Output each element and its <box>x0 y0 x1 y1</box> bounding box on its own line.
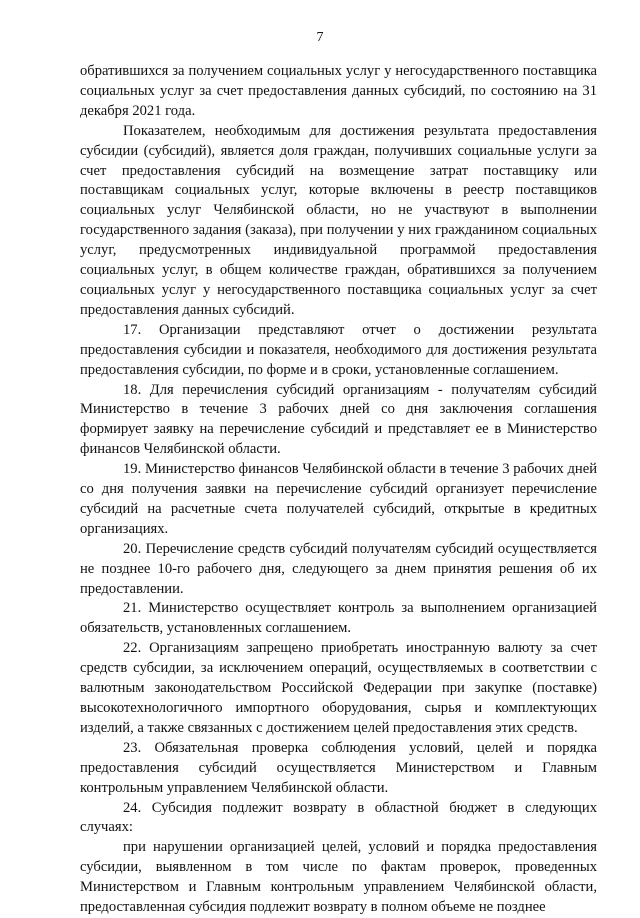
paragraph-indicator: Показателем, необходимым для достижения результата предоставления субсидии (субсидий), является доля граждан, получивших социальные услуги за счет предоставления субсидий на возмещение затрат поставщику или поставщикам социальных услуг, которые включены в реестр поставщиков социальных услуг Челябинской области, но не участвуют в выполнении государственного задания (заказа), при получении у них гражданином социальных услуг, предусмотренных индивидуальной программой предоставления социальных услуг, в общем количестве граждан, обратившихся за получением социальных услуг у негосударственного поставщика социальных услуг за счет предоставления данных субсидий. <box>80 122 597 318</box>
document-body <box>80 62 597 918</box>
paragraph-continuation: обратившихся за получением социальных услуг у негосударственного поставщика социальных услуг за счет предоставления данных субсидий, по состоянию на 31 декабря 2021 года. <box>80 63 597 119</box>
paragraph-24: 24. Субсидия подлежит возврату в областной бюджет в следующих случаях: <box>80 799 597 836</box>
paragraph-19: 19. Министерство финансов Челябинской области в течение 3 рабочих дней со дня получения заявки на перечисление субсидий организует перечисление субсидий на расчетные счета получателей субсидий, открытые в кредитных организациях. <box>80 461 597 537</box>
paragraph-23: 23. Обязательная проверка соблюдения условий, целей и порядка предоставления субсидий осуществляется Министерством и Главным контрольным управлением Челябинской области. <box>80 739 597 796</box>
paragraph-21: 21. Министерство осуществляет контроль за выполнением организацией обязательств, установленных соглашением. <box>80 600 597 637</box>
paragraph-18: 18. Для перечисления субсидий организациям - получателям субсидий Министерство в течение 3 рабочих дней со дня заключения соглашения формирует заявку на перечисление субсидий и представляет ее в Министерство финансов Челябинской области. <box>80 381 597 458</box>
paragraph-24-case: при нарушении организацией целей, условий и порядка предоставления субсидии, выявленном в том числе по фактам проверок, проведенных Министерством и Главным контрольным управлением Челябинской области, предоставленная субсидия подлежит возврату в полном объеме не позднее <box>80 839 597 916</box>
paragraph-22: 22. Организациям запрещено приобретать иностранную валюту за счет средств субсидии, за исключением операций, осуществляемых в соответствии с валютным законодательством Российской Федерации при закупке (поставке) высокотехнологичного импортного оборудования, сырья и комплектующих изделий, а также связанных с достижением целей предоставления этих средств. <box>80 640 597 736</box>
paragraph-17: 17. Организации представляют отчет о достижении результата предоставления субсидии и показателя, необходимого для достижения результата предоставления субсидии, по форме и в сроки, установленные соглашением. <box>80 321 597 378</box>
paragraph-20: 20. Перечисление средств субсидий получателям субсидий осуществляется не позднее 10-го рабочего дня, следующего за днем принятия решения об их предоставлении. <box>80 540 597 597</box>
page-number: 7 <box>316 30 324 45</box>
